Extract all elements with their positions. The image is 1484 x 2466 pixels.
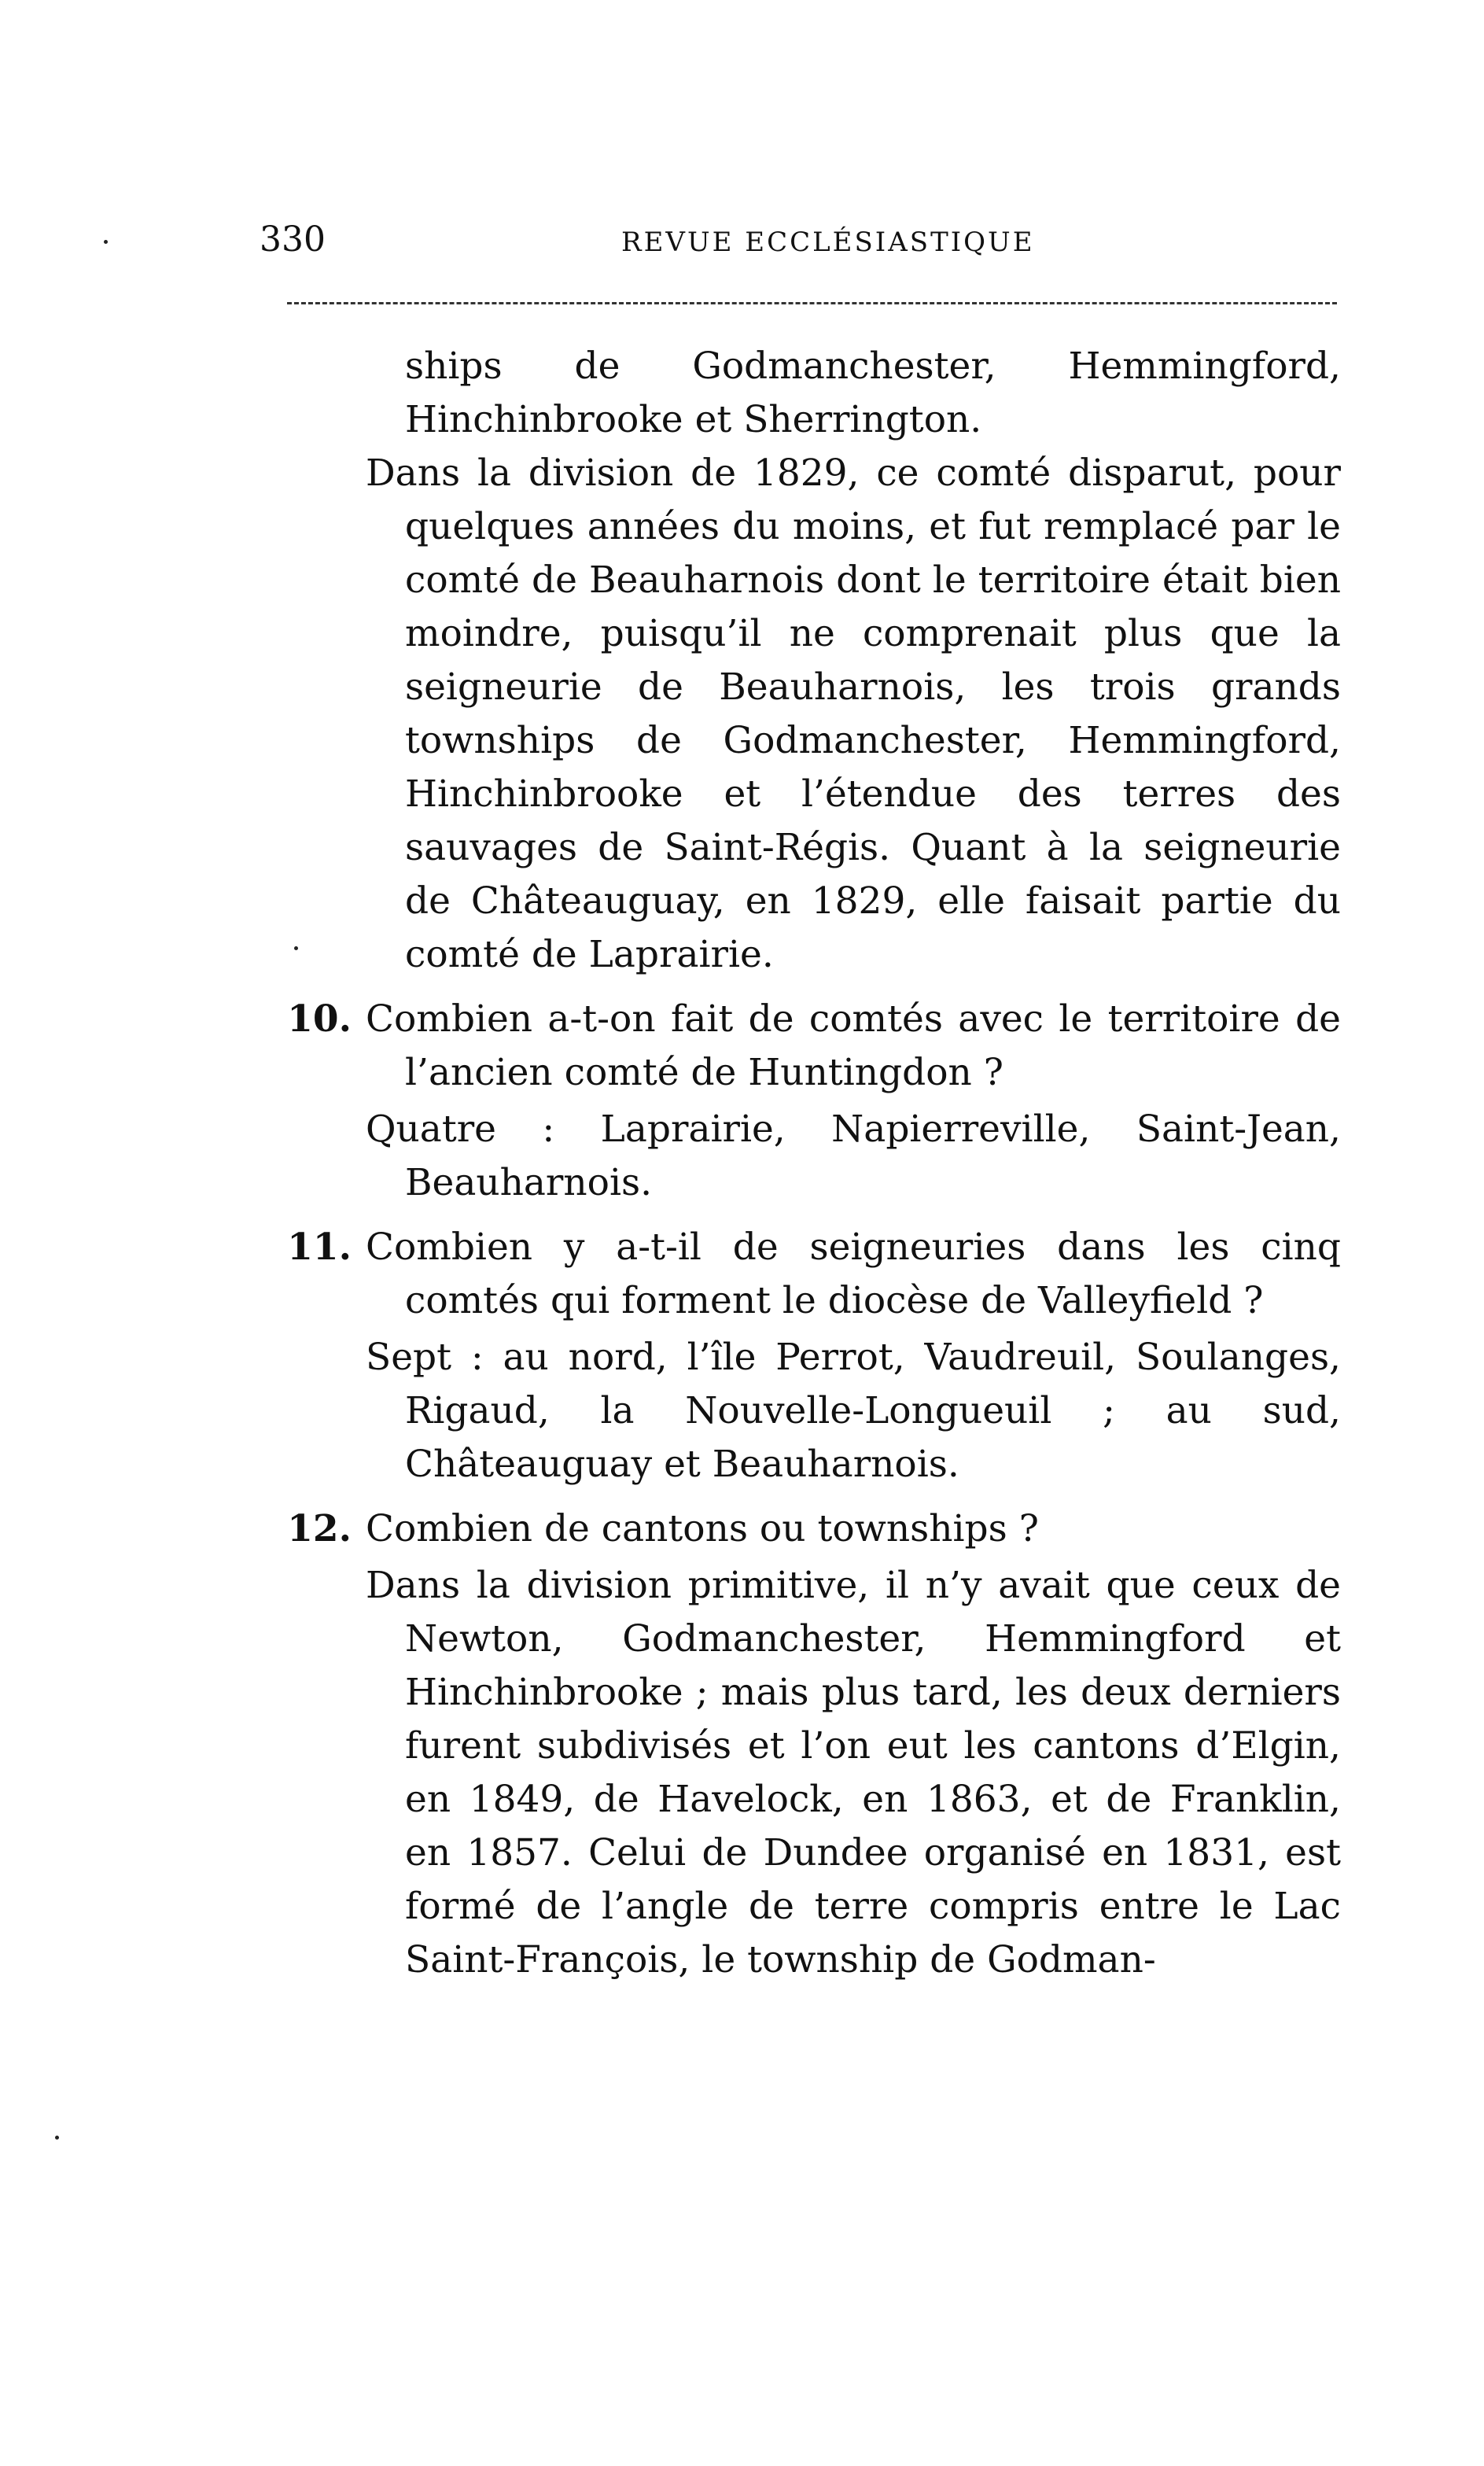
question-number: 11. <box>287 1226 352 1269</box>
answer-11: Sept : au nord, l’île Perrot, Vaudreuil, Soulanges, Rigaud, la Nouvelle-Longueuil ; au sud, Châteauguay et Beauharnois. <box>366 1336 1341 1486</box>
question-block-11 <box>287 1221 1341 1328</box>
header-rule <box>287 302 1337 304</box>
answer-10: Quatre : Laprairie, Napierreville, Saint-Jean, Beauharnois. <box>366 1108 1341 1204</box>
question-number: 12. <box>287 1507 352 1550</box>
question-block-12 <box>287 1502 1341 1556</box>
answer-12: Dans la division primitive, il n’y avait que ceux de Newton, Godmanchester, Hemmingford et Hinchinbrooke ; mais plus tard, les deux derniers furent subdivisés et l’on eut les cantons d’Elgin, en 1849, de Havelock, en 1863, et de Franklin, en 1857. Celui de Dundee organisé en 1831, est formé de l’angle de terre compris entre le Lac Saint-François, le township de Godman- <box>366 1564 1341 1981</box>
question-text: Combien de cantons ou townships ? <box>366 1507 1039 1550</box>
question-block-10 <box>287 993 1341 1100</box>
body-text <box>287 340 1341 1987</box>
page-number: 330 <box>260 219 326 260</box>
question-text: Combien y a-t-il de seigneuries dans les cinq comtés qui forment le diocèse de Valleyfield ? <box>366 1226 1341 1322</box>
scan-speck <box>55 2136 59 2140</box>
scan-speck <box>294 946 298 950</box>
scan-speck <box>104 240 108 244</box>
question-text: Combien a-t-on fait de comtés avec le territoire de l’ancien comté de Huntingdon ? <box>366 997 1341 1094</box>
running-title: REVUE ECCLÉSIASTIQUE <box>621 227 1035 258</box>
continuation-paragraph: ships de Godmanchester, Hemmingford, Hinchinbrooke et Sherrington. <box>405 345 1341 441</box>
question-number: 10. <box>287 997 352 1041</box>
paragraph-1829: Dans la division de 1829, ce comté disparut, pour quelques années du moins, et fut remplacé par le comté de Beauharnois dont le territoire était bien moindre, puisqu’il ne comprenait plus que la seigneurie de Beauharnois, les trois grands townships de Godmanchester, Hemmingford, Hinchinbrooke et l’étendue des terres des sauvages de Saint-Régis. Quant à la seigneurie de Châteauguay, en 1829, elle faisait partie du comté de Laprairie. <box>366 452 1341 976</box>
